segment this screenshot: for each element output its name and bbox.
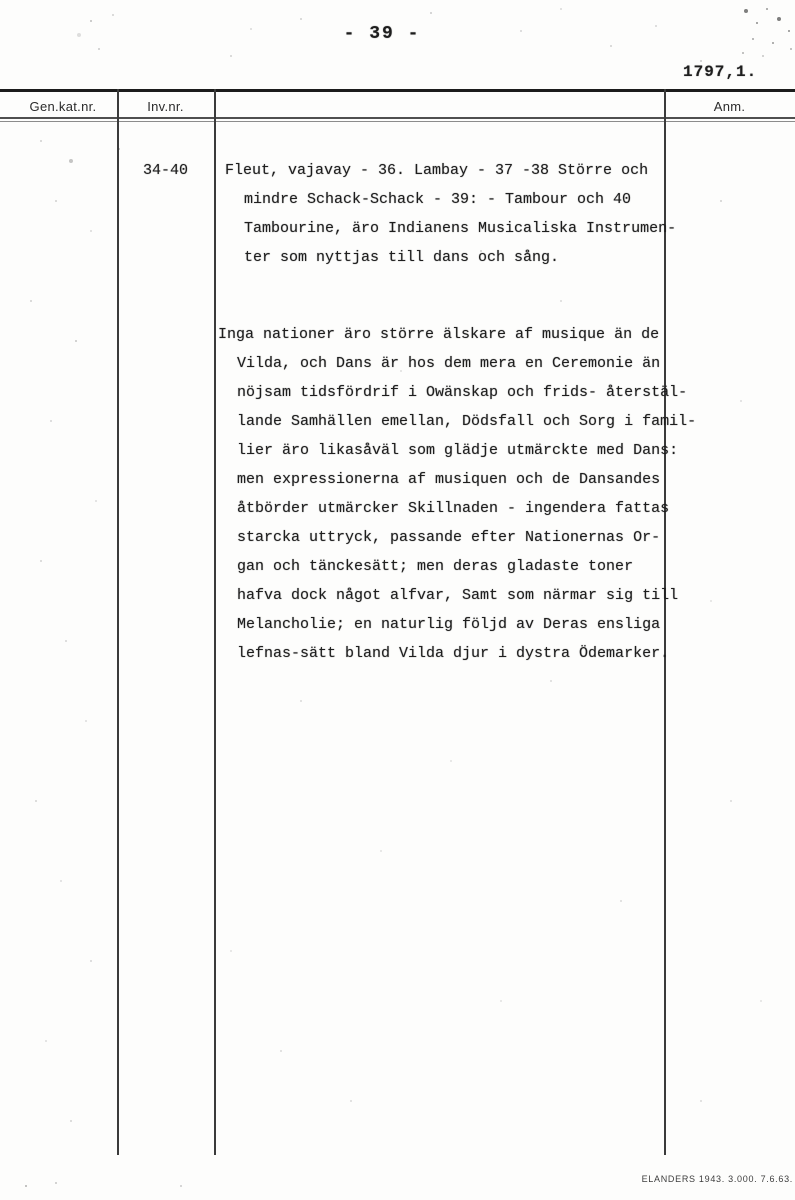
column-header-gen-kat-nr: Gen.kat.nr. bbox=[29, 99, 97, 114]
text-line: hafva dock något alfvar, Samt som närmar sig till bbox=[237, 587, 679, 604]
text-line: lefnas-sätt bland Vilda djur i dystra Ödemarker. bbox=[237, 645, 670, 662]
text-line: Tambourine, äro Indianens Musicaliska Instrumen- bbox=[244, 220, 677, 237]
reference-number: 1797,1. bbox=[683, 63, 758, 81]
text-line: nöjsam tidsfördrif i Owänskap och frids- återstäl- bbox=[237, 384, 688, 401]
scan-noise bbox=[0, 0, 2, 2]
text-line: Fleut, vajavay - 36. Lambay - 37 -38 Större och bbox=[225, 162, 649, 179]
entry-inv-nr: 34-40 bbox=[143, 162, 189, 179]
text-line: ter som nyttjas till dans och sång. bbox=[244, 249, 560, 266]
table-top-rule bbox=[0, 89, 795, 92]
text-line: Vilda, och Dans är hos dem mera en Ceremonie än bbox=[237, 355, 661, 372]
text-line: Inga nationer äro större älskare af musique än de bbox=[218, 326, 660, 343]
text-line: mindre Schack-Schack - 39: - Tambour och 40 bbox=[244, 191, 632, 208]
column-header-inv-nr: Inv.nr. bbox=[147, 99, 184, 114]
text-line: Melancholie; en naturlig följd av Deras ensliga bbox=[237, 616, 661, 633]
text-line: lier äro likasåväl som glädje utmärckte med Dans: bbox=[237, 442, 679, 459]
printer-imprint: ELANDERS 1943. 3.000. 7.6.63. bbox=[641, 1174, 793, 1184]
text-line: gan och tänckesätt; men deras gladaste toner bbox=[237, 558, 634, 575]
table-header-bottom-rule bbox=[0, 117, 795, 122]
column-header-anm: Anm. bbox=[713, 99, 746, 114]
column-divider-2 bbox=[214, 89, 216, 1155]
entry-paragraph-2 bbox=[218, 320, 697, 668]
page-number: - 39 - bbox=[343, 24, 421, 44]
text-line: men expressionerna af musiquen och de Dansandes bbox=[237, 471, 661, 488]
text-line: åtbörder utmärcker Skillnaden - ingendera fattas bbox=[237, 500, 670, 517]
entry-paragraph-1 bbox=[225, 156, 685, 272]
column-divider-1 bbox=[117, 89, 119, 1155]
text-line: starcka uttryck, passande efter Nationernas Or- bbox=[237, 529, 661, 546]
text-line: lande Samhällen emellan, Dödsfall och Sorg i famil- bbox=[237, 413, 697, 430]
